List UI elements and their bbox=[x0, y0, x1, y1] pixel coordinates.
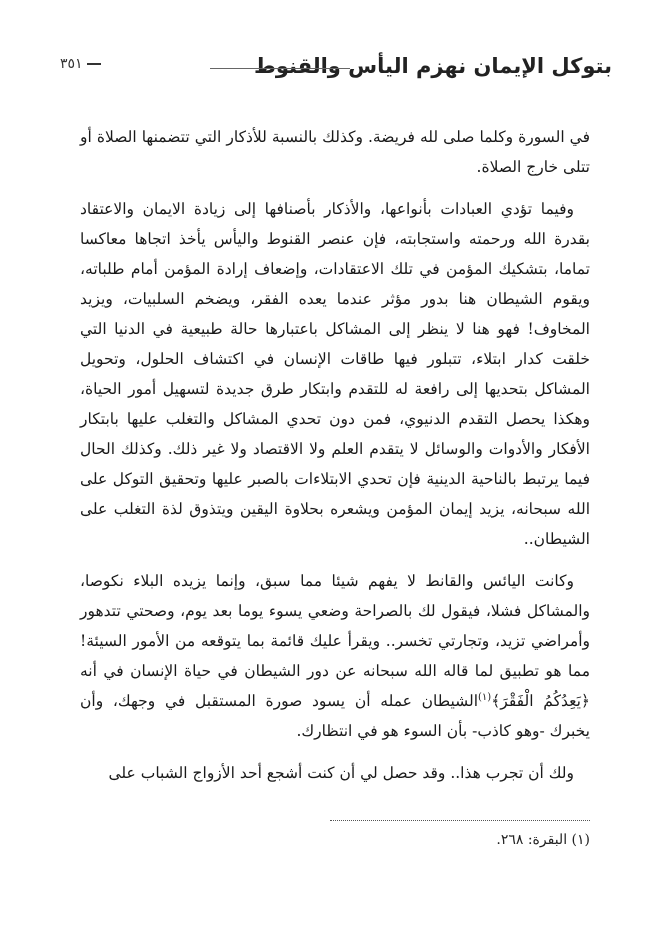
paragraph-3-continuation: الشيطان عمله أن يسود صورة المستقبل في وجهك، وأن يخبرك -وهو كاذب- بأن السوء هو في انتظارك. bbox=[80, 692, 590, 740]
page-header bbox=[60, 50, 612, 90]
page-number-dash bbox=[87, 63, 101, 65]
paragraph-2: وفيما تؤدي العبادات بأنواعها، والأذكار بأصنافها إلى زيادة الايمان والاعتقاد بقدرة الله ورحمته واستجابته، فإن عنصر القنوط واليأس يأخذ اتجاها معاكسا تماما، بتشكيك المؤمن في تلك الاعتقادات، وإضعاف إرادة المؤمن أمام طلباته، ويقوم الشيطان هنا بدور مؤثر عندما يعده الفقر، ويضخم السلبيات، ويزيد المخاوف! فهو هنا لا ينظر إلى المشاكل باعتبارها حالة طبيعية في الدنيا التي خلقت كدار ابتلاء، تتبلور فيها طاقات الإنسان في اكتشاف الحلول، وتحويل المشاكل بتحديها إلى رافعة له للتقدم وابتكار طرق جديدة لتسهيل أمور الحياة، وهكذا يحصل التقدم الدنيوي، فمن دون تحدي المشاكل والتغلب عليها بابتكار الأفكار والأدوات والوسائل لا يتقدم العلم ولا الاقتصاد ولا غير ذلك. وكذلك الحال فيما يرتبط بالناحية الدينية فإن تحدي الابتلاءات بالصبر عليها وتحقيق التوكل على الله سبحانه، يزيد إيمان المؤمن ويشعره بحلاوة اليقين ويتذوق لذة التغلب على الشيطان.. bbox=[80, 200, 590, 548]
page-number-block bbox=[60, 56, 105, 72]
page-number: ٣٥١ bbox=[60, 56, 83, 72]
running-title: بتوكل الإيمان نهزم اليأس والقنوط bbox=[254, 54, 612, 78]
paragraph-3-text: وكانت اليائس والقانط لا يفهم شيئا مما سبق، وإنما يزيده البلاء نكوصا، والمشاكل فشلا، فيقول لك بالصراحة وضعي يسوء يوما بعد يوم، وصحتي تتدهور وأمراضي تزيد، وتجارتي تخسر.. ويقرأ عليك قائمة بما يتوقعه من الأمور السيئة! مما هو تطبيق لما قاله الله سبحانه عن دور الشيطان في حياة الإنسان في أنه ﴿يَعِدُكُمُ الْفَقْرَ﴾ bbox=[80, 572, 590, 710]
body-text bbox=[80, 122, 590, 800]
footnote-separator bbox=[330, 820, 590, 821]
header-rule bbox=[210, 68, 350, 69]
paragraph-4: ولك أن تجرب هذا.. وقد حصل لي أن كنت أشجع أحد الأزواج الشباب على bbox=[108, 764, 574, 782]
paragraph-3 bbox=[80, 566, 590, 746]
footnote-reference: (١) bbox=[478, 691, 492, 703]
footnote: (١) البقرة: ٢٦٨. bbox=[496, 832, 590, 848]
paragraph-1: في السورة وكلما صلى لله فريضة. وكذلك بالنسبة للأذكار التي تتضمنها الصلاة أو تتلى خارج الصلاة. bbox=[80, 128, 590, 176]
